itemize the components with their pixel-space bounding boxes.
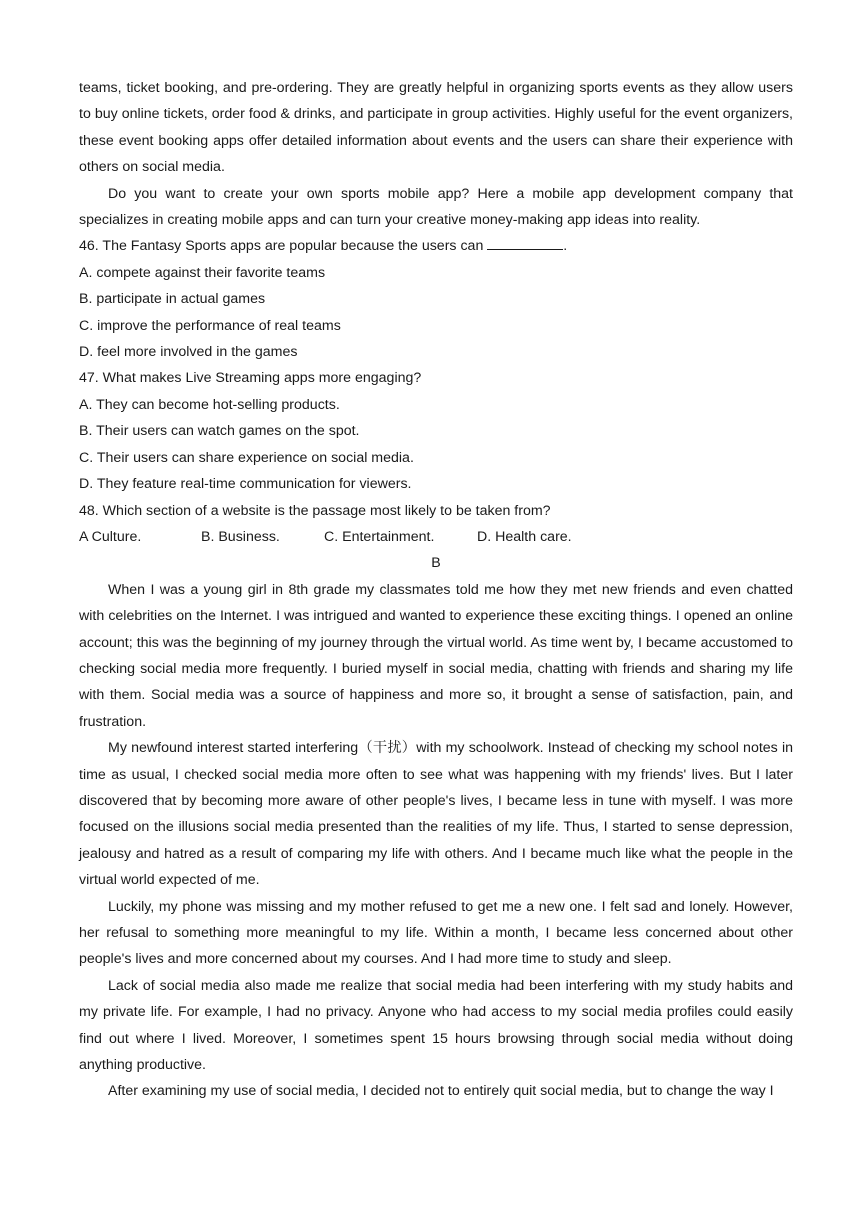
- question-48-stem: 48. Which section of a website is the passage most likely to be taken from?: [79, 502, 551, 519]
- question-48-option-a: A Culture.: [79, 528, 142, 545]
- passage-a-paragraph: teams, ticket booking, and pre-ordering. They are greatly helpful in organizing sports events as they allow users to buy online tickets, order food & drinks, and participate in group activities. Highly useful for the event organizers, these event booking apps offer detailed information about events and the users can share their experience with others on social media.: [79, 80, 793, 176]
- question-46-option-c: C. improve the performance of real teams: [79, 317, 341, 334]
- passage-a-paragraph: Do you want to create your own sports mobile app? Here a mobile app development company that specializes in creating mobile apps and can turn your creative money-making app ideas into reality.: [79, 185, 793, 229]
- passage-b-paragraph: My newfound interest started interfering（干扰）with my schoolwork. Instead of checking my school notes in time as usual, I checked social media more often to see what was happening with my friends' lives. But I later discovered that by becoming more aware of other people's lives, I became less in tune with myself. I was more focused on the illusions social media presented than the realities of my life. Thus, I started to sense depression, jealousy and hatred as a result of comparing my life with others. And I became much like what the people in the virtual world expected of me.: [79, 740, 793, 889]
- question-47-option-b: B. Their users can watch games on the spot.: [79, 423, 360, 440]
- answer-blank: [487, 235, 563, 250]
- question-46-option-a: A. compete against their favorite teams: [79, 264, 326, 281]
- passage-b-paragraph: Lack of social media also made me realize that social media had been interfering with my study habits and my private life. For example, I had no privacy. Anyone who had access to my social media profiles could easily find out where I lived. Moreover, I sometimes spent 15 hours browsing through social media without doing anything productive.: [79, 977, 793, 1074]
- question-46-option-d: D. feel more involved in the games: [79, 344, 298, 361]
- passage-b-paragraph: When I was a young girl in 8th grade my classmates told me how they met new friends and even chatted with celebrities on the Internet. I was intrigued and wanted to experience these exciting things. I opened an online account; this was the beginning of my journey through the virtual world. As time went by, I became accustomed to checking social media more frequently. I buried myself in social media, chatting with friends and sharing my life with them. Social media was a source of happiness and more so, it brought a sense of satisfaction, pain, and frustration.: [79, 581, 793, 730]
- passage-b-paragraph: Luckily, my phone was missing and my mother refused to get me a new one. I felt sad and lonely. However, her refusal to something more meaningful to my life. Within a month, I became less concerned about other people's lives and more concerned about my courses. And I had more time to study and sleep.: [79, 898, 793, 968]
- question-48-option-d: D. Health care.: [477, 528, 572, 545]
- question-47-option-a: A. They can become hot-selling products.: [79, 396, 340, 413]
- question-46-option-b: B. participate in actual games: [79, 291, 266, 308]
- question-48-options: [79, 524, 793, 550]
- question-47-stem: 47. What makes Live Streaming apps more engaging?: [79, 370, 422, 387]
- passage-b-paragraph: After examining my use of social media, I decided not to entirely quit social media, but to change the way I: [108, 1083, 774, 1100]
- question-46-stem: 46. The Fantasy Sports apps are popular because the users can .: [79, 233, 793, 259]
- question-48-option-c: C. Entertainment.: [324, 528, 435, 545]
- question-47-option-c: C. Their users can share experience on social media.: [79, 449, 414, 466]
- section-heading: B: [431, 555, 441, 572]
- question-47-option-d: D. They feature real-time communication for viewers.: [79, 476, 412, 493]
- document-page: [79, 75, 793, 1105]
- question-48-option-b: B. Business.: [201, 528, 280, 545]
